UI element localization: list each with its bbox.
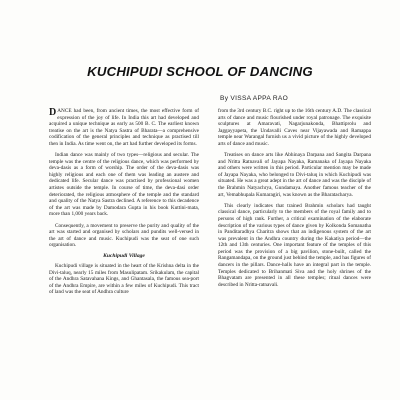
- paragraph: Treatises on dance arts like Abhinaya Darpana and Sangita Darpana and Nritta Ratnavali of Jayapa Nayaka, Ramanaka of Jayapa Nayaka and others were written in this period. Particular mention may be made of Jayapa Nayaka, who belonged to Divi-taluq in which Kuchipudi was situated. He was a great adept in the art of dance and was the disciple of the Brahmin Natyachrya, Gundamaya. Another famous teacher of the art, Vemabhupala Kumaragiri, was known as the Bharatacharya.: [218, 152, 371, 198]
- article-title: KUCHIPUDI SCHOOL OF DANCING: [87, 64, 313, 79]
- right-column: [218, 108, 371, 293]
- paragraph: Consequently, a movement to preserve the purity and quality of the art was started and organised by scholars and pundits well-versed in the art of dance and music. Kuchipudi was the seat of one such organisation.: [49, 222, 199, 249]
- drop-cap: D: [49, 107, 57, 118]
- article-byline: By VISSA APPA RAO: [220, 95, 289, 102]
- left-column: [49, 108, 199, 300]
- section-subheading: Kuchipudi Village: [103, 253, 145, 260]
- paragraph: Indian dance was mainly of two types—religious and secular. The temple was the centre of the religious dance, which was performed by deva-dasis as a form of worship. The order of the deva-dasis was highly religious and each one of them was leading an austere and dedicated life. Secular dance was practised by professional women artistes outside the temple. In course of time, the deva-dasi order deteriorated, the religious atmosphere of the temple and the standard and quality of the Natya Sastra declined. A reference to this decadence of the art was made by Damodara Gupta in his book Kuttini-mata, more than 1,000 years back.: [49, 152, 199, 218]
- paragraph: from the 3rd century B.C. right up to the 16th century A.D. The classical arts of dance and music flourished under royal patronage. The exquisite sculptures at Amaravati, Nagarjunakonda, Bhattiprolu and Jaggayyapeta, the Undavalli Caves near Vijayawada and Ramappa temple near Warangal furnish us a vivid picture of the highly developed arts of dance and music.: [218, 108, 371, 147]
- paragraph: This clearly indicates that trained Brahmin scholars had taught classical dance, particularly to the members of the royal family and to persons of high rank. Further, a critical examination of the elaborate description of the various types of dance given by Kolkonda Somanatha in Panditaradhya Charitra shows that an indigenous system of the art was prevalent in the Andhra country during the Kakatiya period—the 12th and 13th centuries. One important feature of the temples of this period was the provision of a big pavilion, stone-built, called the Rangamandapa, on the ground just behind the temple, and has figures of dancers in the pillars. Dance-halls have an integral part in the temple. Temples dedicated to Brihanmati Siva and the holy shrines of the Bhagvatam are presented in all these temples; ritual dances were described in Nritta-ratnavali.: [218, 202, 371, 288]
- paragraph-text: ANCE had been, from ancient times, the most effective form of expression of the joy of life. In India this art had developed and acquired a unique technique as early as 500 B. C. The earliest known treatise on the art is the Natya Sastra of Bharata—a comprehensive codification of the general principles and technique as practised till then in India. As time went on, the art had further developed its forms.: [49, 108, 199, 147]
- paragraph: [49, 108, 199, 148]
- paragraph: Kuchipudi village is situated in the heart of the Krishna delta in the Divi-taluq, nearly 15 miles from Masulipatam. Srikakulam, the capital of the Andhra Satavahana Kings, and Ghantasala, the famous sea-port of the Andhra Empire, are within a few miles of Kuchipudi. This tract of land was the seat of Andhra culture: [49, 262, 199, 296]
